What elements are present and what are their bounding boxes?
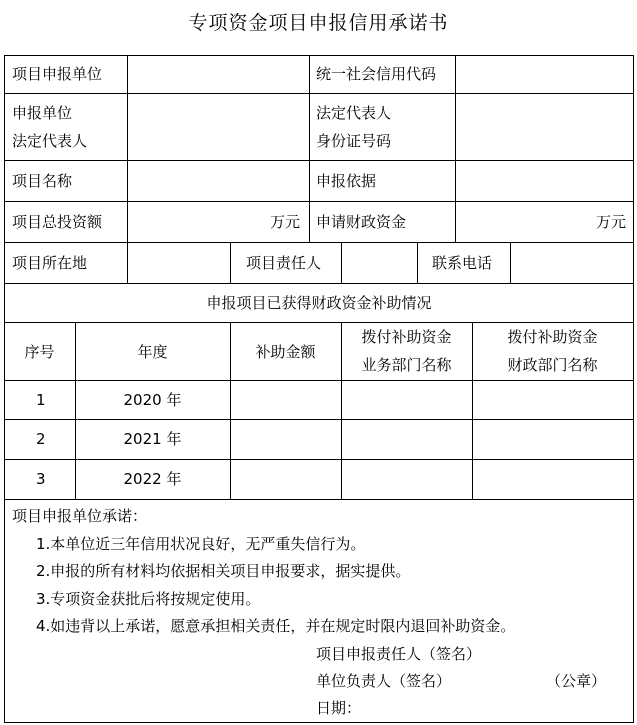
credit-code-field[interactable] xyxy=(456,56,633,93)
pledge-item: 3.专项资金获批后将按规定使用。 xyxy=(36,590,261,608)
legal-rep-label-line2: 法定代表人 xyxy=(12,132,88,150)
row-amount-field[interactable] xyxy=(231,460,341,499)
seal-label: （公章） xyxy=(546,672,607,690)
sign-leader-label: 单位负责人（签名） xyxy=(316,672,452,690)
page-title: 专项资金项目申报信用承诺书 xyxy=(188,12,449,34)
col-divider xyxy=(417,242,418,283)
pledge-item: 1.本单位近三年信用状况良好，无严重失信行为。 xyxy=(36,535,366,553)
col-divider xyxy=(230,242,231,283)
phone-label: 联系电话 xyxy=(432,254,493,272)
row-divider xyxy=(4,322,634,323)
row-amount-field[interactable] xyxy=(231,420,341,459)
location-field[interactable] xyxy=(128,243,230,283)
applicant-unit-label: 项目申报单位 xyxy=(12,65,103,83)
phone-field[interactable] xyxy=(511,243,633,283)
location-label: 项目所在地 xyxy=(12,254,88,272)
sign-responsible-label: 项目申报责任人（签名） xyxy=(316,645,482,663)
fund-request-unit: 万元 xyxy=(595,213,626,231)
project-name-field[interactable] xyxy=(128,161,309,201)
amount-header: 补助金额 xyxy=(255,343,316,361)
responsible-field[interactable] xyxy=(342,243,417,283)
legal-id-field[interactable] xyxy=(456,94,633,160)
row-amount-field[interactable] xyxy=(231,381,341,419)
row-year: 2022 年 xyxy=(123,470,182,488)
project-name-label: 项目名称 xyxy=(12,172,73,190)
row-fin-dept-field[interactable] xyxy=(473,420,633,459)
legal-rep-label-line1: 申报单位 xyxy=(12,104,73,122)
biz-dept-header-line1: 拨付补助资金 xyxy=(361,328,452,346)
subsidy-section-title: 申报项目已获得财政资金补助情况 xyxy=(206,294,432,312)
row-biz-dept-field[interactable] xyxy=(342,381,472,419)
row-biz-dept-field[interactable] xyxy=(342,460,472,499)
row-divider xyxy=(4,201,634,202)
row-seq: 3 xyxy=(36,470,46,488)
row-seq: 2 xyxy=(36,430,46,448)
biz-dept-header-line2: 业务部门名称 xyxy=(361,356,452,374)
legal-id-label-line2: 身份证号码 xyxy=(316,132,392,150)
row-divider xyxy=(4,499,634,500)
year-header: 年度 xyxy=(137,343,168,361)
applicant-unit-field[interactable] xyxy=(128,56,309,93)
row-fin-dept-field[interactable] xyxy=(473,460,633,499)
row-divider xyxy=(4,283,634,284)
fund-request-label: 申请财政资金 xyxy=(316,213,407,231)
row-year: 2021 年 xyxy=(123,430,182,448)
total-invest-unit: 万元 xyxy=(269,213,300,231)
fin-dept-header-line1: 拨付补助资金 xyxy=(507,328,598,346)
basis-field[interactable] xyxy=(456,161,633,201)
row-fin-dept-field[interactable] xyxy=(473,381,633,419)
pledge-item: 4.如违背以上承诺，愿意承担相关责任，并在规定时限内退回补助资金。 xyxy=(36,617,516,635)
legal-rep-field[interactable] xyxy=(128,94,309,160)
col-divider xyxy=(309,55,310,242)
basis-label: 申报依据 xyxy=(316,172,377,190)
pledge-heading: 项目申报单位承诺： xyxy=(12,507,148,525)
responsible-label: 项目责任人 xyxy=(246,254,322,272)
row-year: 2020 年 xyxy=(123,391,182,409)
row-seq: 1 xyxy=(36,391,46,409)
fin-dept-header-line2: 财政部门名称 xyxy=(507,356,598,374)
pledge-item: 2.申报的所有材料均依据相关项目申报要求，据实提供。 xyxy=(36,562,411,580)
date-label: 日期： xyxy=(316,699,362,717)
seq-header: 序号 xyxy=(24,343,55,361)
row-biz-dept-field[interactable] xyxy=(342,420,472,459)
credit-code-label: 统一社会信用代码 xyxy=(316,65,437,83)
legal-id-label-line1: 法定代表人 xyxy=(316,104,392,122)
total-invest-label: 项目总投资额 xyxy=(12,213,103,231)
